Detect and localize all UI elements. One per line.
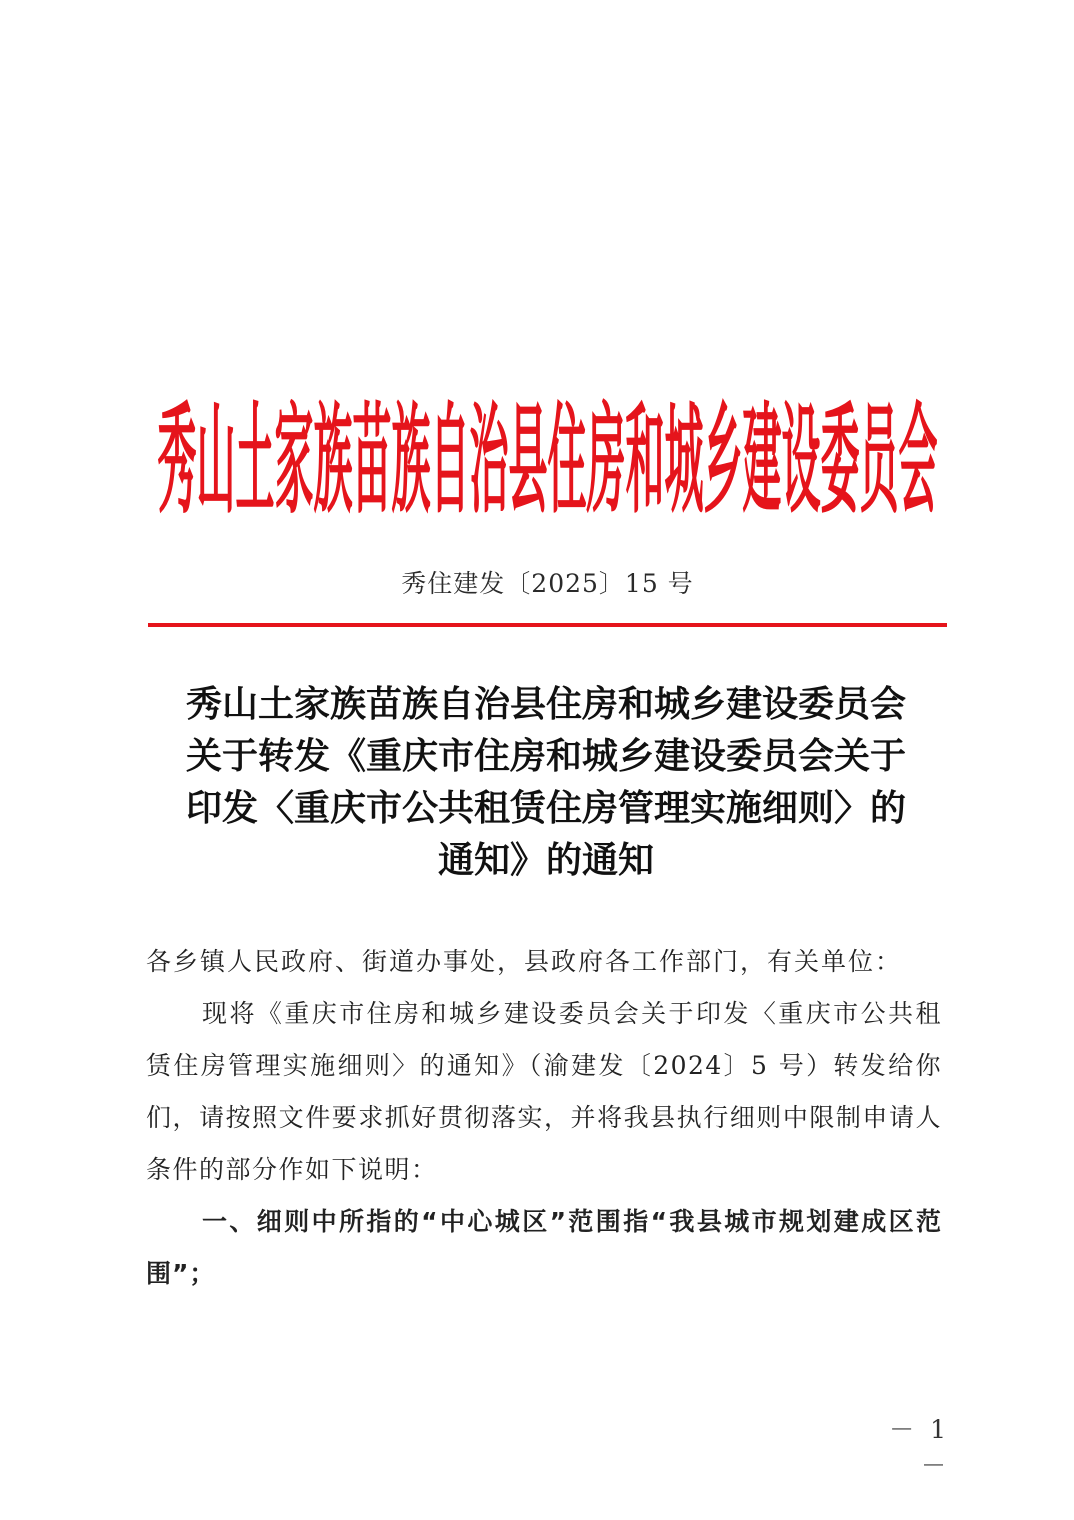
org-header-svg xyxy=(150,378,945,518)
org-name-text: 秀山土家族苗族自治县住房和城乡建设委员会 xyxy=(157,391,938,518)
red-divider xyxy=(148,623,947,627)
salutation: 各乡镇人民政府、街道办事处，县政府各工作部门，有关单位： xyxy=(146,947,903,976)
title-line-2: 关于转发《重庆市住房和城乡建设委员会关于 xyxy=(185,735,906,777)
page-number: － 1 － xyxy=(889,1415,950,1480)
paragraph-item-one: 一、细则中所指的“中心城区”范围指“我县城市规划建成区范围”； xyxy=(146,1207,942,1288)
document-number: 秀住建发〔2025〕15 号 xyxy=(401,569,694,598)
title-line-3: 印发〈重庆市公共租赁住房管理实施细则〉的 xyxy=(185,787,906,829)
org-header xyxy=(150,378,945,518)
document-body xyxy=(146,936,942,1300)
paragraph-forwarding: 现将《重庆市住房和城乡建设委员会关于印发〈重庆市公共租赁住房管理实施细则〉的通知》（渝建发〔2024〕5 号）转发给你们，请按照文件要求抓好贯彻落实，并将我县执行细则中限制申请人条件的部分作如下说明： xyxy=(146,999,942,1184)
document-title xyxy=(146,678,946,886)
title-line-4: 通知》的通知 xyxy=(437,839,654,881)
title-line-1: 秀山土家族苗族自治县住房和城乡建设委员会 xyxy=(185,683,906,725)
